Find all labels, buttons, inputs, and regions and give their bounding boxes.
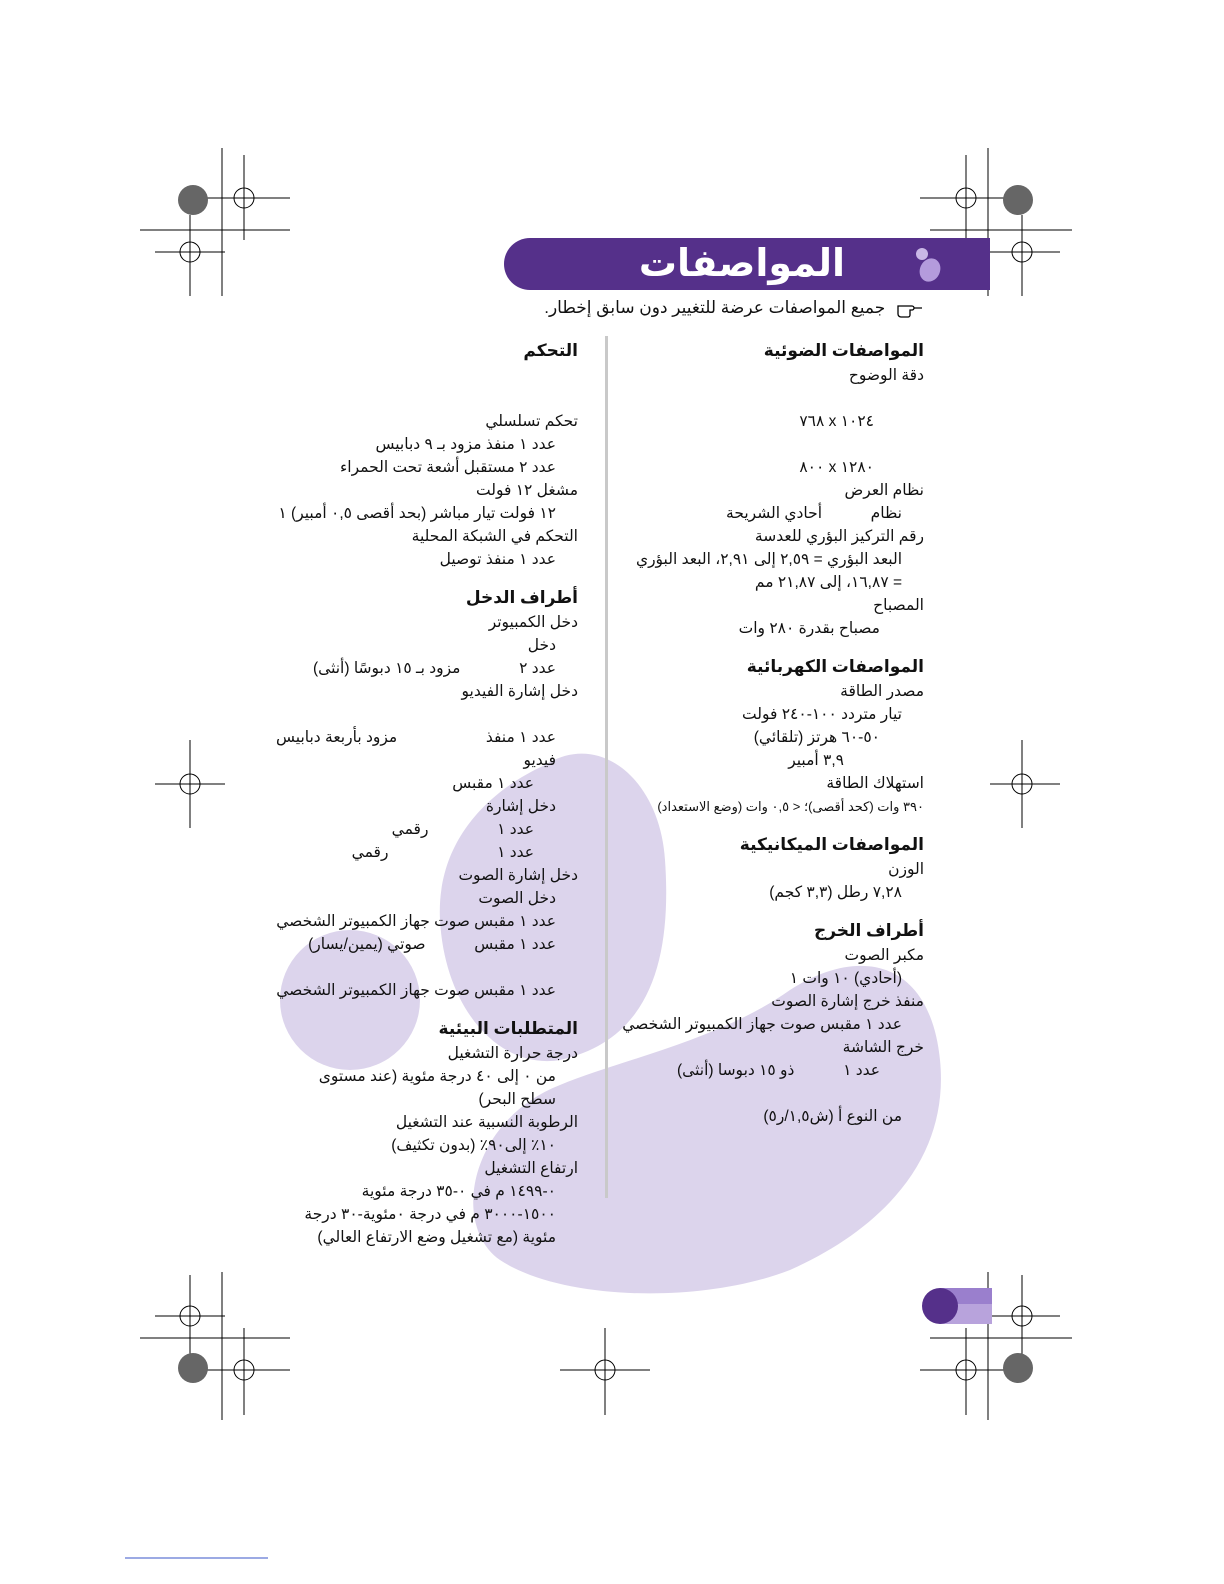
input-title: أطراف الدخل [465,588,578,607]
digital-a2: رقمي [391,821,429,838]
altitude-1: ٠-١٤٩٩ م في ٠-٣٥ درجة مئوية [361,1183,556,1200]
resolution-label: دقة الوضوح [848,367,924,384]
serial-1: عدد ١ منفذ مزود بـ ٩ دبابيس [375,436,556,453]
pointing-hand-icon [896,300,924,318]
driver: مشغل ١٢ فولت [476,482,578,499]
electrical-title: المواصفات الكهربائية [746,657,924,676]
audio-in-label: دخل الصوت [478,890,556,907]
audio-out-value: عدد ١ مقبس صوت جهاز الكمبيوتر الشخصي [622,1016,902,1033]
temp-2: سطح البحر) [478,1091,556,1108]
resolution-1: ١٠٢٤ x ٧٦٨ [799,413,874,430]
audio2-b: صوتي (يمين/يسار) [308,936,426,953]
power-hz: ٥٠-٦٠ هرتز (تلقائي) [753,729,880,746]
right-column [604,338,924,1128]
digital-a: عدد ١ [497,821,534,838]
speaker-label: مكبر الصوت [844,947,924,964]
display-system-label: نظام العرض [844,482,924,499]
weight-label: الوزن [888,861,924,878]
output-title: أطراف الخرج [813,921,924,940]
audio-in-1: عدد ١ مقبس صوت جهاز الكمبيوتر الشخصي [276,913,556,930]
serial-2: عدد ٢ مستقبل أشعة تحت الحمراء [340,459,556,476]
humidity-value: ١٠٪ إلى٩٠٪ (بدون تكثيف) [391,1137,556,1154]
display-system-b: أحادي الشريحة [726,505,823,522]
optical-title: المواصفات الضوئية [763,341,924,360]
lan-value: عدد ١ منفذ توصيل [439,551,556,568]
focal-1: البعد البؤري = ٢,٥٩ إلى ٢,٩١، البعد البؤري [635,551,902,568]
monitor-a: عدد ١ [843,1062,880,1079]
digital-2 [248,841,578,864]
monitor-type: من النوع أ (ش١,٥/ر٥) [763,1108,902,1125]
left-column [248,338,578,1249]
altitude-label: ارتفاع التشغيل [484,1160,578,1177]
altitude-3: مئوية (مع تشغيل وضع الارتفاع العالي) [317,1229,556,1246]
display-system-a: نظام [870,505,902,522]
lan-label: التحكم في الشبكة المحلية [411,528,578,545]
audio-signal-label: دخل إشارة الصوت [458,867,578,884]
digital-b2: رقمي [351,844,389,861]
video: فيديو [523,752,556,769]
power-ac: تيار متردد ١٠٠-٢٤٠ فولت [742,706,902,723]
note-text: جميع المواصفات عرضة للتغيير دون سابق إخطار. [544,298,886,317]
resolution-2: ١٢٨٠ x ٨٠٠ [799,459,874,476]
video-label: دخل إشارة الفيديو [461,683,578,700]
composite: عدد ١ مقبس [452,775,534,792]
speaker-value: (أحادي) ١٠ وات ١ [789,970,902,987]
temp-1: من ٠ إلى ٤٠ درجة مئوية (عند مستوى [318,1068,556,1085]
monitor-out [604,1059,924,1082]
monitor-b: ذو ١٥ دبوسا (أنثى) [677,1062,795,1079]
page-title: المواصفات [638,241,845,285]
svideo [248,726,578,749]
signal-label: دخل إشارة [485,798,556,815]
power-label: مصدر الطاقة [840,683,924,700]
lamp-label: المصباح [873,597,924,614]
svideo-a: عدد ١ منفذ [485,729,556,746]
consumption-label: استهلاك الطاقة [826,775,924,792]
audio2-a: عدد ١ مقبس [474,936,556,953]
control-title: التحكم [523,341,578,360]
altitude-2: ١٥٠٠-٣٠٠٠ م في درجة ٠مئوية-٣٠ درجة [304,1206,556,1223]
dc-value: ١٢ فولت تيار مباشر (بحد أقصى ٠,٥ أمبير) ١ [278,505,556,522]
power-amp: ٣,٩ أمبير [788,752,844,769]
pc-b: مزود بـ ١٥ دبوسًا (أنثى) [312,660,461,677]
pc-a: عدد ٢ [519,660,556,677]
fnumber-label: رقم التركيز البؤري للعدسة [754,528,924,545]
focal-2: = ١٦,٨٧، إلى ٢١,٨٧ مم [754,574,902,591]
serial-label: تحكم تسلسلي [485,413,578,430]
svideo-b: مزود بأربعة دبابيس [276,729,398,746]
input-label: دخل [527,637,556,654]
digital-b: عدد ١ [497,844,534,861]
audio-in-2 [248,933,578,956]
specs-note [544,298,924,318]
monitor-out-label: خرج الشاشة [842,1039,924,1056]
pc-input [248,657,578,680]
audio-out-label: منفذ خرج إشارة الصوت [771,993,924,1010]
environment-title: المتطلبات البيئية [438,1019,578,1038]
temp-label: درجة حرارة التشغيل [447,1045,578,1062]
consumption-value: ٣٩٠ وات (كحد أقصى)؛ < ٠,٥ وات (وضع الاستعداد) [657,799,924,814]
leaf-logo-icon [908,244,948,284]
humidity-label: الرطوبة النسبية عند التشغيل [395,1114,578,1131]
mechanical-title: المواصفات الميكانيكية [739,835,924,854]
weight-value: ٧,٢٨ رطل (٣,٣ كجم) [769,884,902,901]
page-number-tab [920,1286,992,1326]
pc-input-label: دخل الكمبيوتر [488,614,578,631]
display-system [604,502,924,525]
audio-in-3: عدد ١ مقبس صوت جهاز الكمبيوتر الشخصي [276,982,556,999]
digital-1 [248,818,578,841]
lamp-value: مصباح بقدرة ٢٨٠ وات [738,620,880,637]
header-bar [504,238,990,290]
